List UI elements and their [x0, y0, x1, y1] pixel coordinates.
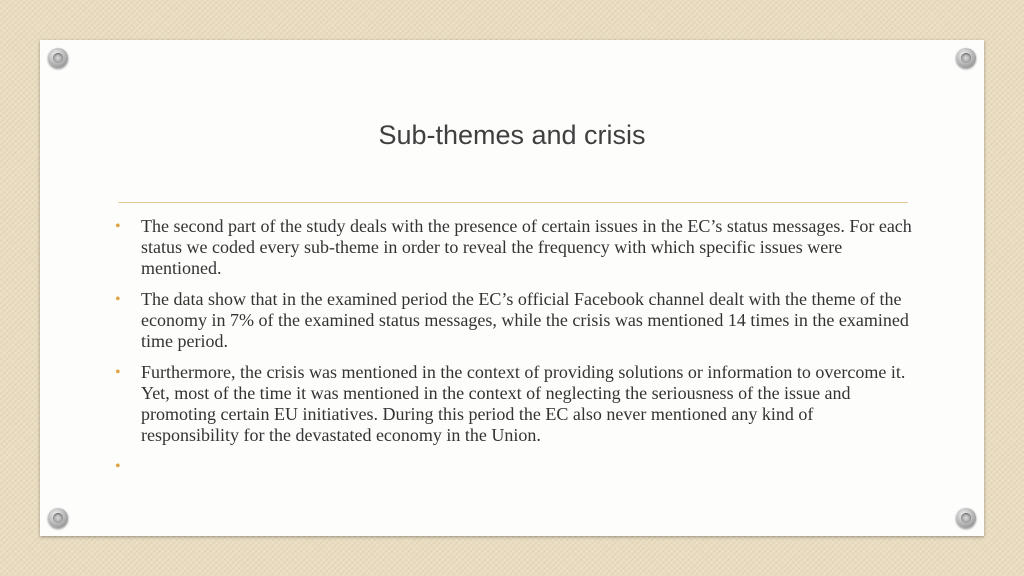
slide	[40, 40, 984, 536]
bullet-item	[112, 362, 912, 446]
bullet-text: Furthermore, the crisis was mentioned in the context of providing solutions or information to overcome it. Yet, most of the time it was mentioned in the context of neglecting the seriousness of the issue and promoting certain EU initiatives. During this period the EC also never mentioned any kind of responsibility for the devastated economy in the Union.	[141, 362, 906, 445]
bullet-list	[112, 216, 912, 475]
pushpin-icon	[48, 48, 68, 68]
bullet-text: The data show that in the examined period the EC’s official Facebook channel dealt with the theme of the economy in 7% of the examined status messages, while the crisis was mentioned 14 times in the examined time period.	[141, 289, 909, 351]
bullet-icon: •	[115, 291, 121, 308]
bullet-icon: •	[115, 218, 121, 235]
slide-title: Sub-themes and crisis	[378, 120, 646, 150]
pushpin-icon	[956, 48, 976, 68]
pushpin-icon	[956, 508, 976, 528]
title-divider	[118, 202, 908, 203]
bullet-icon: •	[115, 364, 121, 381]
bullet-icon: •	[115, 458, 121, 475]
bullet-item	[112, 216, 912, 279]
bullet-text: The second part of the study deals with the presence of certain issues in the EC’s status messages. For each status we coded every sub-theme in order to reveal the frequency with which specific issues were mentioned.	[141, 216, 912, 278]
bullet-item	[112, 289, 912, 352]
pushpin-icon	[48, 508, 68, 528]
